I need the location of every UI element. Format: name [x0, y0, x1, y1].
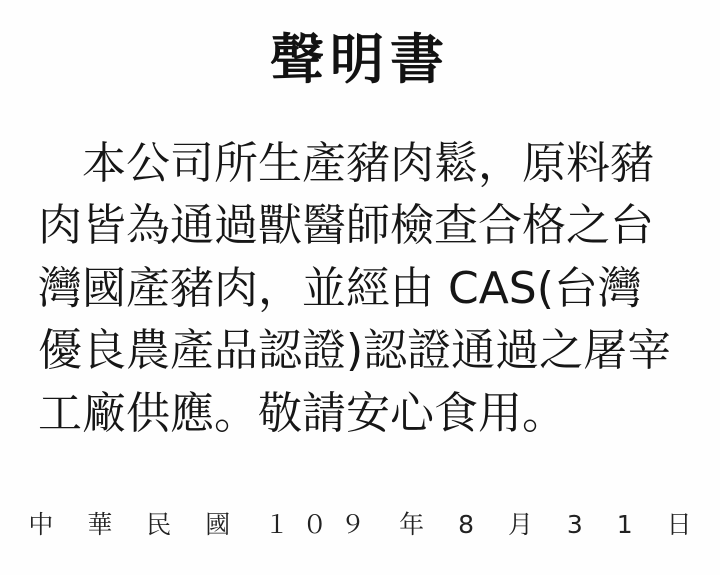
- document-body: [0, 93, 720, 445]
- document-date: 中 華 民 國 １０９ 年 8 月 3 1 日: [28, 510, 705, 539]
- page-title: 聲明書: [270, 28, 450, 91]
- document-body-text: 本公司所生產豬肉鬆，原料豬肉皆為通過獸醫師檢查合格之台灣國產豬肉，並經由 CAS(台灣優良農產品認證)認證通過之屠宰工廠供應。敬請安心食用。: [38, 137, 672, 439]
